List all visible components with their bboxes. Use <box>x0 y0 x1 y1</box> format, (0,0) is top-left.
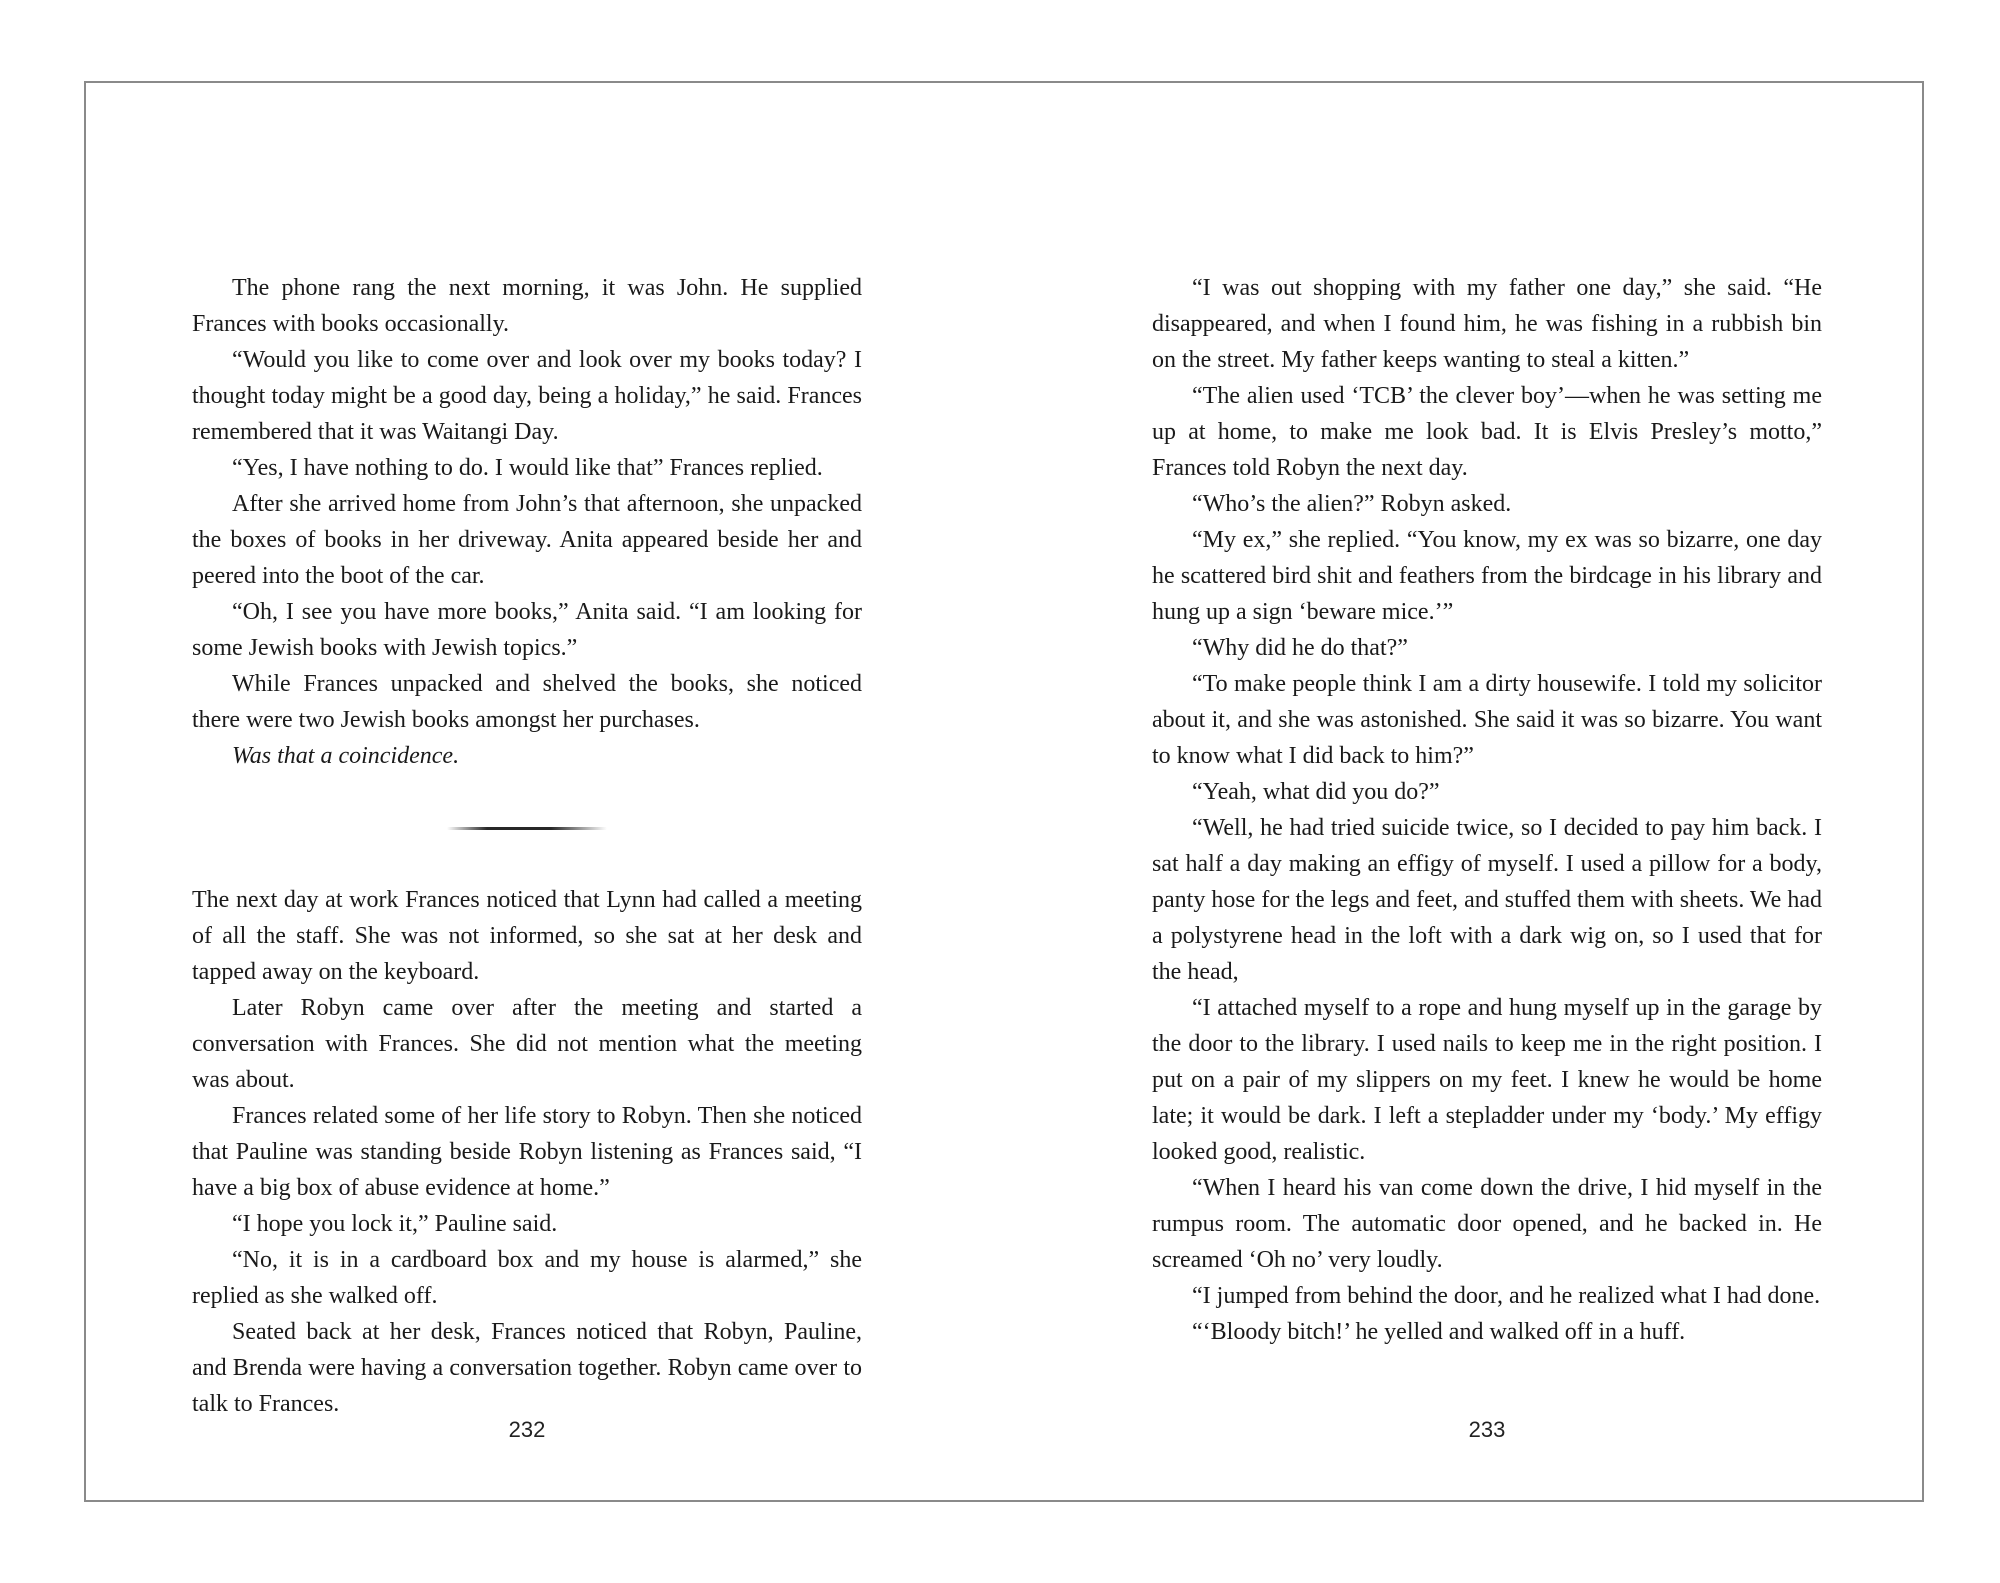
paragraph: “Well, he had tried suicide twice, so I decided to pay him back. I sat half a day making an effigy of myself. I used a pillow for a body, panty hose for the legs and feet, and stuffed them with sheets. We had a polystyrene head in the loft with a dark wig on, so I used that for the head, <box>1152 815 1822 985</box>
paragraph: Later Robyn came over after the meeting and started a conversation with Frances. She did not mention what the meeting was about. <box>192 995 862 1093</box>
paragraph: After she arrived home from John’s that afternoon, she unpacked the boxes of books in her driveway. Anita appeared beside her and peered into the boot of the car. <box>192 491 862 589</box>
paragraph: “No, it is in a cardboard box and my house is alarmed,” she replied as she walked off. <box>192 1247 862 1309</box>
page-number: 232 <box>508 1417 546 1442</box>
paragraph: “‘Bloody bitch!’ he yelled and walked off in a huff. <box>1192 1319 1686 1345</box>
paragraph: “Oh, I see you have more books,” Anita said. “I am looking for some Jewish books with Jewish topics.” <box>192 599 862 661</box>
left-page <box>192 191 862 1442</box>
paragraph: Frances related some of her life story to Robyn. Then she noticed that Pauline was standing beside Robyn listening as Frances said, “I have a big box of abuse evidence at home.” <box>192 1103 862 1201</box>
paragraph: “I attached myself to a rope and hung myself up in the garage by the door to the library. I used nails to keep me in the right position. I put on a pair of my slippers on my feet. I knew he would be home late; it would be dark. I left a stepladder under my ‘body.’ My effigy looked good, realistic. <box>1152 995 1822 1165</box>
right-page <box>1152 191 1822 1442</box>
right-page-text-block <box>1152 270 1822 1350</box>
paragraph: “I was out shopping with my father one day,” she said. “He disappeared, and when I found him, he was fishing in a rubbish bin on the street. My father keeps wanting to steal a kitten.” <box>1152 275 1822 373</box>
italic-thought: Was that a coincidence. <box>232 743 460 769</box>
paragraph: The phone rang the next morning, it was John. He supplied Frances with books occasionally. <box>192 275 862 337</box>
paragraph: “To make people think I am a dirty housewife. I told my solicitor about it, and she was astonished. She said it was so bizarre. You want to know what I did back to him?” <box>1152 671 1822 769</box>
paragraph: “I jumped from behind the door, and he realized what I had done. <box>1192 1283 1821 1309</box>
paragraph: “Yes, I have nothing to do. I would like that” Frances replied. <box>232 455 823 481</box>
paragraph: “Yeah, what did you do?” <box>1192 779 1440 805</box>
paragraph: While Frances unpacked and shelved the books, she noticed there were two Jewish books amongst her purchases. <box>192 671 862 733</box>
paragraph: “Why did he do that?” <box>1192 635 1408 661</box>
paragraph: “The alien used ‘TCB’ the clever boy’—when he was setting me up at home, to make me look bad. It is Elvis Presley’s motto,” Frances told Robyn the next day. <box>1152 383 1822 481</box>
book-spread <box>84 81 1924 1502</box>
paragraph: Seated back at her desk, Frances noticed that Robyn, Pauline, and Brenda were having a conversation together. Robyn came over to talk to Frances. <box>192 1319 862 1417</box>
paragraph: “Who’s the alien?” Robyn asked. <box>1192 491 1512 517</box>
left-page-text-block-1 <box>192 270 862 774</box>
paragraph: The next day at work Frances noticed that Lynn had called a meeting of all the staff. She was not informed, so she sat at her desk and tapped away on the keyboard. <box>192 887 862 985</box>
paragraph: “I hope you lock it,” Pauline said. <box>232 1211 558 1237</box>
paragraph: “My ex,” she replied. “You know, my ex was so bizarre, one day he scattered bird shit and feathers from the birdcage in his library and hung up a sign ‘beware mice.’” <box>1152 527 1822 625</box>
paragraph: “Would you like to come over and look over my books today? I thought today might be a good day, being a holiday,” he said. Frances remembered that it was Waitangi Day. <box>192 347 862 445</box>
page-number: 233 <box>1468 1417 1506 1442</box>
section-divider <box>447 827 607 830</box>
left-page-text-block-2 <box>192 882 862 1422</box>
paragraph: “When I heard his van come down the drive, I hid myself in the rumpus room. The automatic door opened, and he backed in. He screamed ‘Oh no’ very loudly. <box>1152 1175 1822 1273</box>
